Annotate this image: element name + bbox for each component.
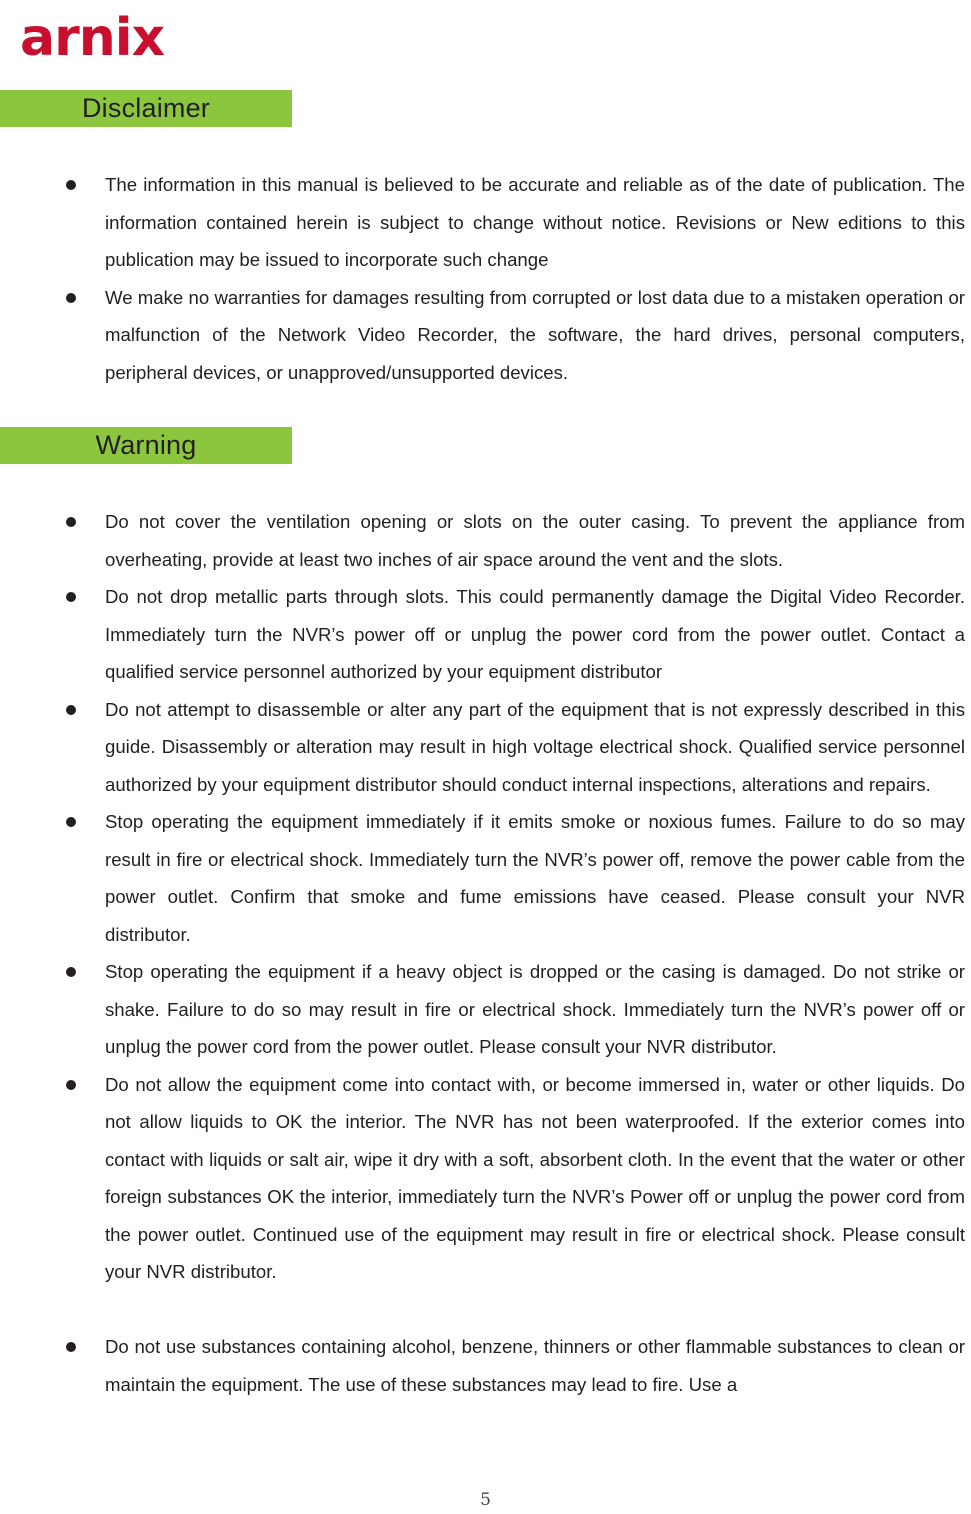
list-item — [0, 1066, 971, 1291]
page-number: 5 — [480, 1490, 491, 1510]
list-item-text: The information in this manual is believed to be accurate and reliable as of the date of publication. The information contained herein is subject to change without notice. Revisions or New editions to this publication may be issued to incorporate such change — [105, 174, 965, 270]
list-item-text: Do not allow the equipment come into contact with, or become immersed in, water or other liquids. Do not allow liquids to OK the interior. The NVR has not been waterproofed. If the exterior comes into contact with liquids or salt air, wipe it dry with a soft, absorbent cloth. In the event that the water or other foreign substances OK the interior, immediately turn the NVR’s Power off or unplug the power cord from the power outlet. Continued use of the equipment may result in fire or electrical shock. Please consult your NVR distributor. — [105, 1073, 965, 1282]
bullet-icon — [66, 967, 76, 977]
list-item — [0, 691, 971, 804]
list-item-text: Stop operating the equipment if a heavy object is dropped or the casing is damaged. Do not strike or shake. Failure to do so may result in fire or electrical shock. Immediately turn the NVR’s power off or unplug the power cord from the power outlet. Please consult your NVR distributor. — [105, 961, 965, 1057]
list-item — [0, 503, 971, 578]
list-item — [0, 803, 971, 953]
list-item — [0, 166, 971, 279]
list-item-text: Do not cover the ventilation opening or slots on the outer casing. To prevent the appliance from overheating, provide at least two inches of air space around the vent and the slots. — [105, 511, 965, 570]
list-item — [0, 578, 971, 691]
list-item-text: We make no warranties for damages resulting from corrupted or lost data due to a mistaken operation or malfunction of the Network Video Recorder, the software, the hard drives, personal computers, peripheral devices, or unapproved/unsupported devices. — [105, 286, 965, 383]
disclaimer-heading — [0, 90, 292, 127]
list-item — [0, 953, 971, 1066]
bullet-icon — [66, 517, 76, 527]
list-item-text: Do not use substances containing alcohol, benzene, thinners or other flammable substances to clean or maintain the equipment. The use of these substances may lead to fire. Use a — [105, 1336, 965, 1395]
disclaimer-heading-text: Disclaimer — [81, 93, 210, 123]
bullet-icon — [66, 293, 76, 303]
warning-list — [0, 503, 971, 1403]
warning-heading-text: Warning — [95, 430, 197, 460]
list-item — [0, 279, 971, 392]
disclaimer-list — [0, 166, 971, 391]
list-item-text: Stop operating the equipment immediately if it emits smoke or noxious fumes. Failure to do so may result in fire or electrical shock. Immediately turn the NVR’s power off, remove the power cable from the power outlet. Confirm that smoke and fume emissions have ceased. Please consult your NVR distributor. — [105, 811, 965, 945]
warning-heading — [0, 427, 292, 464]
bullet-icon — [66, 592, 76, 602]
arnix-logo — [18, 8, 198, 68]
bullet-icon — [66, 817, 76, 827]
bullet-icon — [66, 180, 76, 190]
list-item — [0, 1328, 971, 1403]
bullet-icon — [66, 705, 76, 715]
bullet-icon — [66, 1342, 76, 1352]
list-item-text: Do not drop metallic parts through slots. This could permanently damage the Digital Video Recorder. Immediately turn the NVR’s power off or unplug the power cord from the power outlet. Contact a qualified service personnel authorized by your equipment distributor — [105, 586, 965, 682]
list-item-text: Do not attempt to disassemble or alter any part of the equipment that is not expressly described in this guide. Disassembly or alteration may result in high voltage electrical shock. Qualified service personnel authorized by your equipment distributor should conduct internal inspections, alterations and repairs. — [105, 698, 965, 795]
bullet-icon — [66, 1080, 76, 1090]
svg-text:arnix: arnix — [20, 8, 165, 68]
